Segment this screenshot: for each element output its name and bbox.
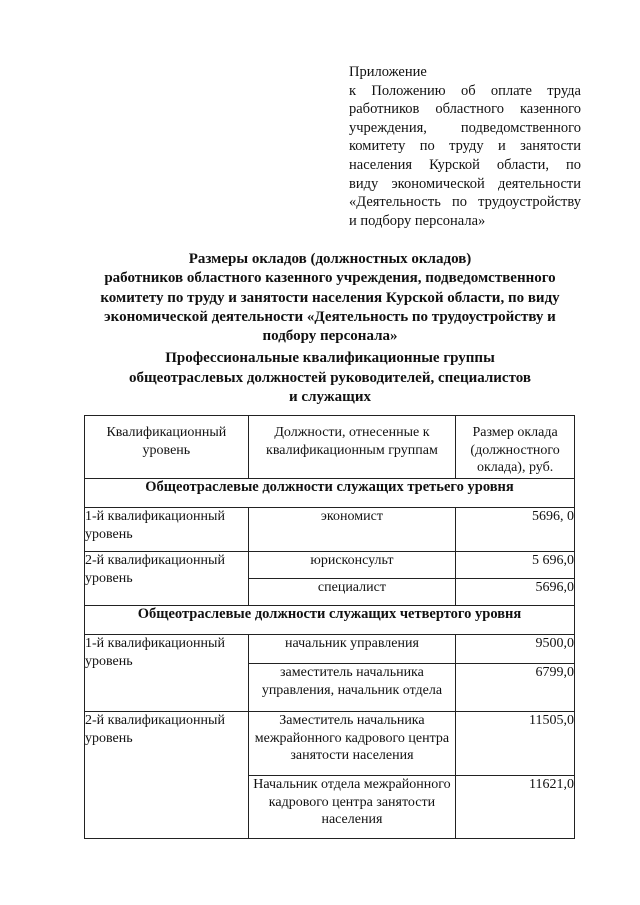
title-line: экономической деятельности «Деятельность по трудоустройству и: [104, 308, 556, 325]
subtitle-line: общеотраслевых должностей руководителей, специалистов: [129, 369, 531, 386]
table-row: [85, 508, 575, 552]
table-row: [85, 552, 575, 579]
appendix-line: «Деятельность по трудоустройству: [349, 194, 581, 211]
salary-cell: 9500,0: [456, 635, 575, 664]
appendix-line: к Положению об оплате труда: [349, 82, 581, 99]
section-subtitle: [70, 349, 590, 408]
appendix-line: виду экономической деятельности: [349, 175, 581, 192]
position-cell: Заместитель начальника межрайонного кадрового центра занятости населения: [248, 712, 455, 776]
position-cell: юрисконсульт: [248, 552, 455, 579]
appendix-line: Приложение: [349, 64, 427, 80]
header-cell-positions: Должности, отнесенные к квалификационным группам: [248, 416, 455, 479]
document-title: [60, 250, 600, 346]
table-section-row: [85, 606, 575, 635]
salary-cell: 11505,0: [456, 712, 575, 776]
title-line: работников областного казенного учреждения, подведомственного: [104, 270, 556, 287]
position-cell: экономист: [248, 508, 455, 552]
salary-cell: 6799,0: [456, 664, 575, 712]
qualification-level-cell: 2-й квалификационный уровень: [85, 552, 249, 606]
table-row: [85, 712, 575, 776]
table-header-row: [85, 416, 575, 479]
table-section-row: [85, 479, 575, 508]
salary-table: [84, 415, 575, 839]
subtitle-line: Профессиональные квалификационные группы: [165, 350, 495, 366]
title-line: комитету по труду и занятости населения Курской области, по виду: [100, 289, 560, 306]
salary-cell: 5696, 0: [456, 508, 575, 552]
position-cell: заместитель начальника управления, начальник отдела: [248, 664, 455, 712]
section-heading: Общеотраслевые должности служащих четвертого уровня: [85, 606, 575, 635]
appendix-line: комитету по труду и занятости: [349, 138, 581, 155]
header-cell-level: Квалификационный уровень: [85, 416, 249, 479]
salary-cell: 11621,0: [456, 776, 575, 839]
qualification-level-cell: 1-й квалификационный уровень: [85, 508, 249, 552]
table-row: [85, 635, 575, 664]
position-cell: специалист: [248, 579, 455, 606]
title-line: Размеры окладов (должностных окладов): [188, 251, 472, 267]
appendix-line: работников областного казенного: [349, 101, 581, 118]
section-heading: Общеотраслевые должности служащих третьего уровня: [85, 479, 575, 508]
salary-cell: 5 696,0: [456, 552, 575, 579]
qualification-level-cell: 2-й квалификационный уровень: [85, 712, 249, 839]
position-cell: Начальник отдела межрайонного кадрового центра занятости населения: [248, 776, 455, 839]
salary-cell: 5696,0: [456, 579, 575, 606]
appendix-block: [349, 63, 581, 230]
appendix-line: и подбору персонала»: [349, 212, 486, 229]
appendix-line: населения Курской области, по: [349, 156, 581, 173]
qualification-level-cell: 1-й квалификационный уровень: [85, 635, 249, 712]
subtitle-line: и служащих: [289, 389, 371, 405]
position-cell: начальник управления: [248, 635, 455, 664]
title-line: подбору персонала»: [262, 328, 398, 345]
header-cell-salary: Размер оклада (должностного оклада), руб.: [456, 416, 575, 479]
appendix-line: учреждения, подведомственного: [349, 119, 581, 136]
